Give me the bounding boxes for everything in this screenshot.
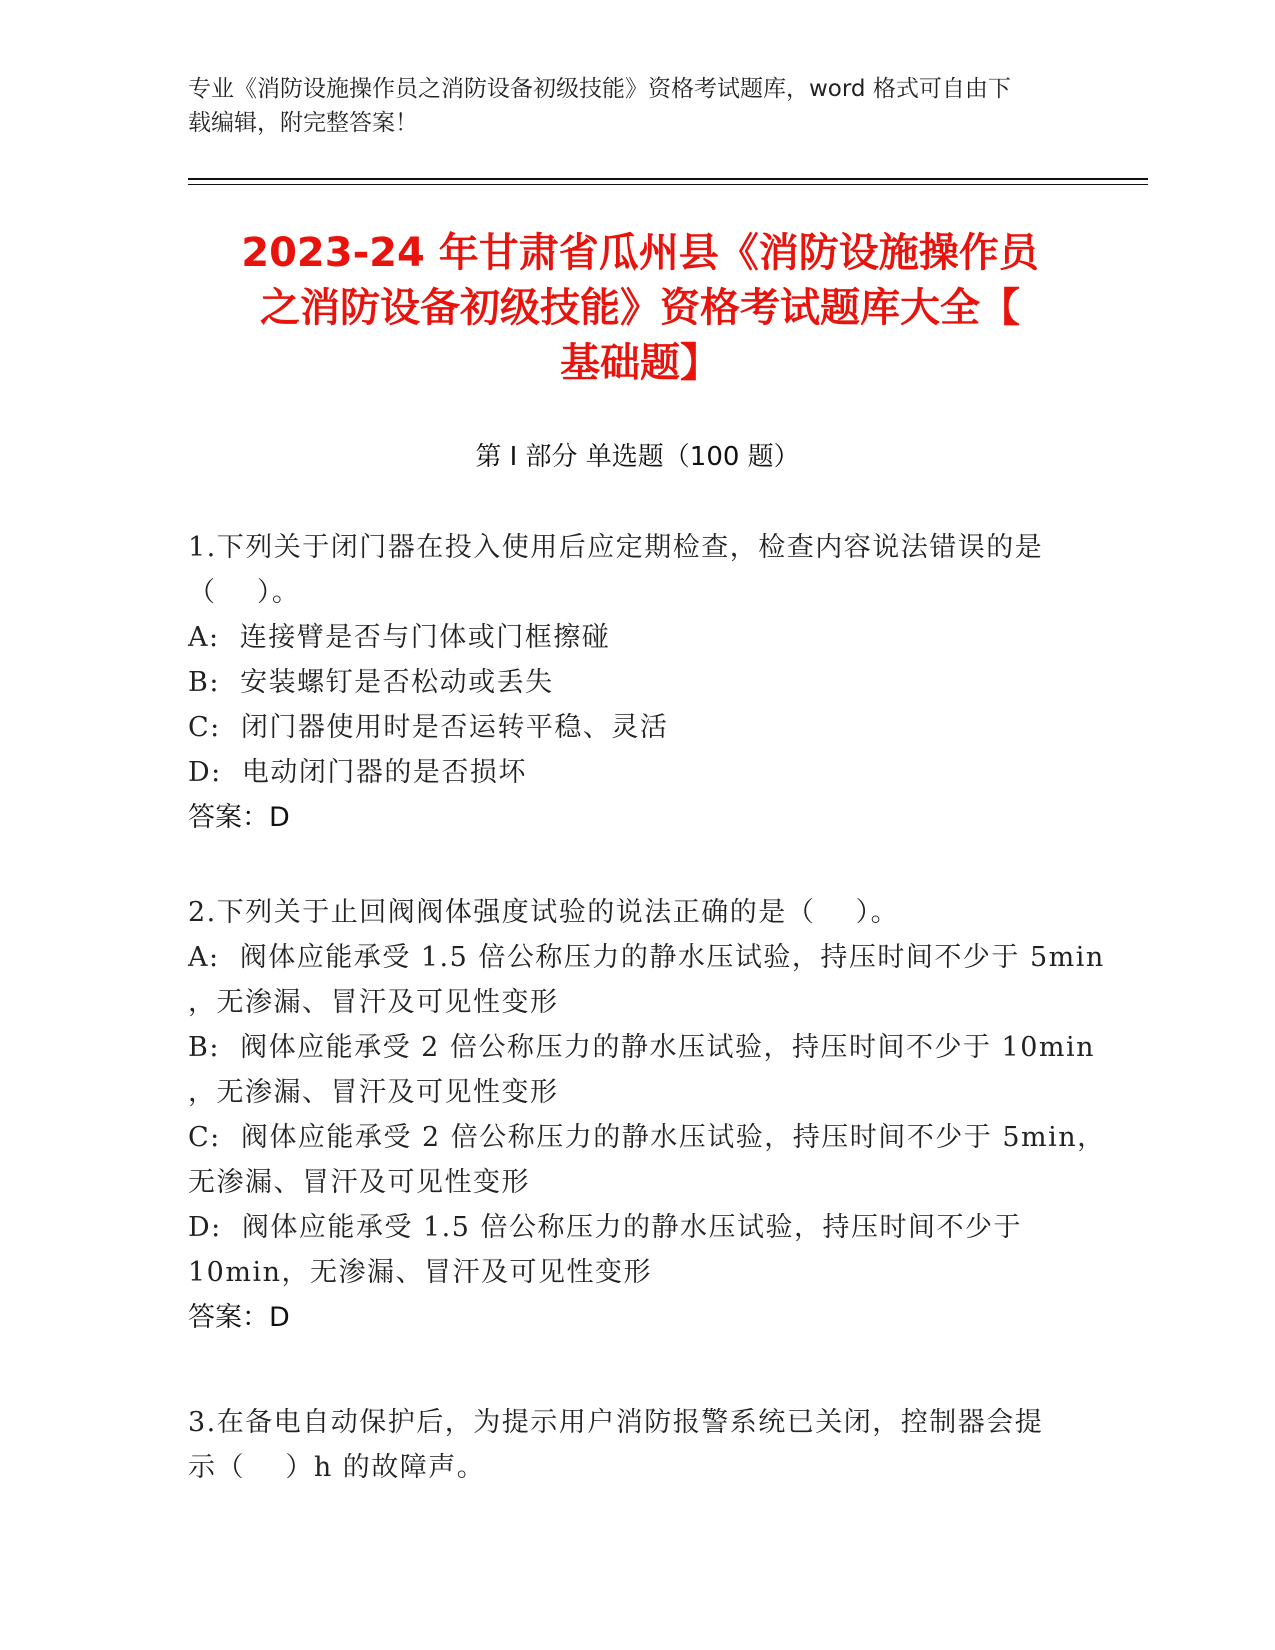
title-line: 2023-24 年甘肃省瓜州县《消防设施操作员: [241, 230, 1039, 276]
header-note: [188, 72, 1088, 140]
title-line: 基础题】: [560, 340, 720, 386]
option-a: A: 连接臂是否与门体或门框擦碰: [188, 622, 611, 653]
section-heading: 第 I 部分 单选题（100 题）: [475, 442, 800, 472]
option-b: B: 阀体应能承受 2 倍公称压力的静水压试验，持压时间不少于 10min: [188, 1032, 1096, 1063]
option-d-continued: 10min，无渗漏、冒汗及可见性变形: [188, 1257, 652, 1288]
option-a: A: 阀体应能承受 1.5 倍公称压力的静水压试验，持压时间不少于 5min: [188, 942, 1105, 973]
option-c: C: 闭门器使用时是否运转平稳、灵活: [188, 712, 669, 743]
document-title: [190, 226, 1090, 391]
header-note-line: 载编辑，附完整答案！: [188, 110, 418, 136]
answer-label: 答案：D: [188, 802, 290, 833]
option-c: C: 阀体应能承受 2 倍公称压力的静水压试验，持压时间不少于 5min，: [188, 1122, 1106, 1153]
option-d: D: 电动闭门器的是否损坏: [188, 757, 527, 788]
question-stem-line: 2.下列关于止回阀阀体强度试验的说法正确的是（ ）。: [188, 897, 900, 928]
option-a-continued: ，无渗漏、冒汗及可见性变形: [188, 987, 559, 1018]
question-stem-line: 3.在备电自动保护后，为提示用户消防报警系统已关闭，控制器会提: [188, 1407, 1044, 1438]
header-note-line: 专业《消防设施操作员之消防设备初级技能》资格考试题库，word 格式可自由下: [188, 76, 1011, 102]
question-2: [188, 890, 1106, 1340]
option-b: B: 安装螺钉是否松动或丢失: [188, 667, 554, 698]
question-stem-line: （ ）。: [188, 577, 301, 608]
option-b-continued: ，无渗漏、冒汗及可见性变形: [188, 1077, 559, 1108]
question-stem-line: 示（ ）h 的故障声。: [188, 1452, 486, 1483]
header-divider: [188, 178, 1148, 180]
option-c-continued: 无渗漏、冒汗及可见性变形: [188, 1167, 530, 1198]
question-stem-line: 1.下列关于闭门器在投入使用后应定期检查，检查内容说法错误的是: [188, 532, 1044, 563]
question-3: [188, 1400, 1088, 1490]
header-divider-thin: [188, 184, 1148, 185]
question-1: [188, 525, 1088, 840]
title-line: 之消防设备初级技能》资格考试题库大全【: [260, 285, 1020, 331]
answer-label: 答案：D: [188, 1302, 290, 1333]
option-d: D: 阀体应能承受 1.5 倍公称压力的静水压试验，持压时间不少于: [188, 1212, 1023, 1243]
